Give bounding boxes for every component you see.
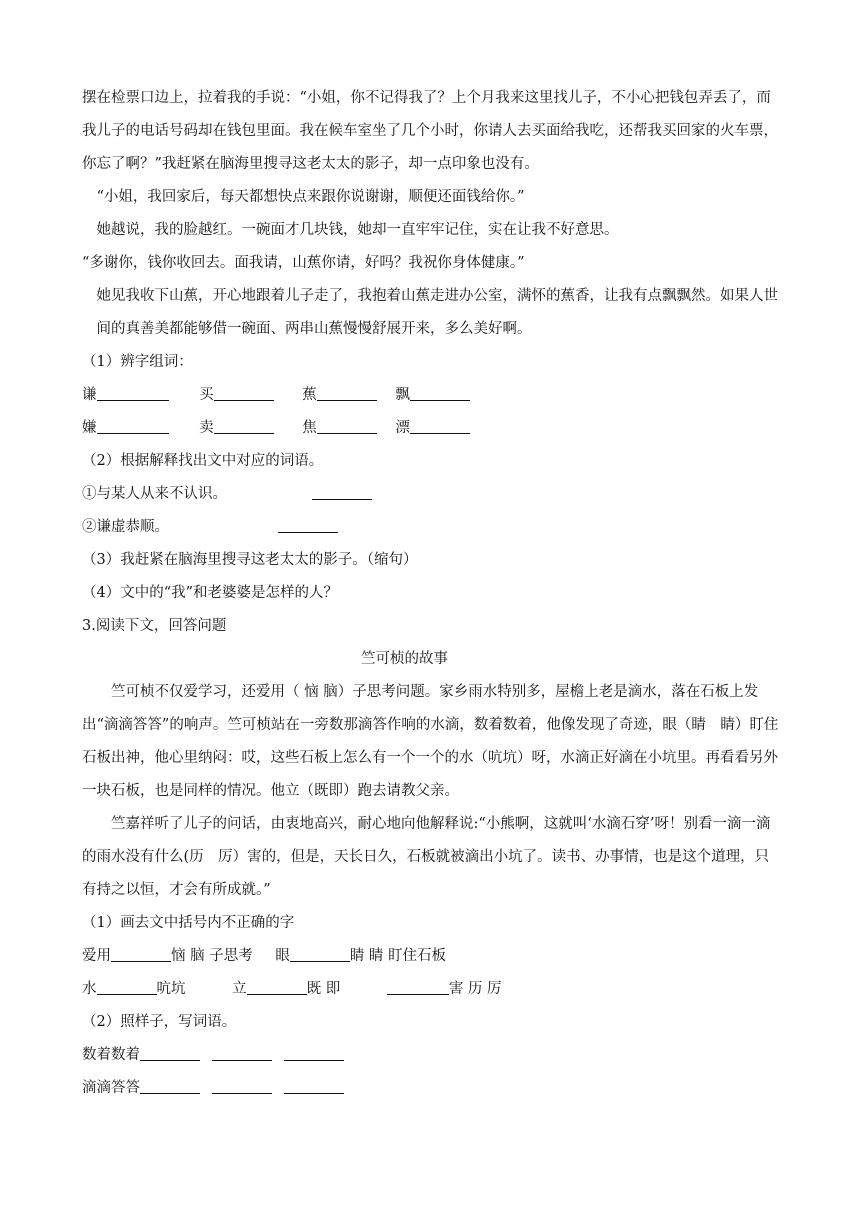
- answer-blank[interactable]: [290, 945, 350, 962]
- context-text: 既 即: [306, 981, 341, 997]
- context-text: 立: [232, 981, 247, 997]
- example-word: 数着数着: [82, 1047, 140, 1063]
- context-text: 恼 脑 子思考: [171, 948, 253, 964]
- document-page: [82, 82, 782, 1105]
- question-label: （1）辨字组词：: [82, 354, 193, 370]
- answer-blank[interactable]: [140, 1044, 200, 1061]
- example-word: 滴滴答答: [82, 1080, 140, 1096]
- answer-blank[interactable]: [317, 384, 377, 401]
- answer-blank[interactable]: [212, 1077, 272, 1094]
- context-text: 水: [82, 981, 97, 997]
- char-prompt: 买: [199, 387, 214, 403]
- char-prompt: 漂: [395, 420, 410, 436]
- answer-blank[interactable]: [97, 978, 157, 995]
- correction-row: [82, 973, 782, 1006]
- answer-blank[interactable]: [410, 417, 470, 434]
- passage-paragraph: 摆在检票口边上，拉着我的手说：“小姐，你不记得我了？上个月我来这里找儿子，不小心把钱包弄丢了，而我儿子的电话号码却在钱包里面。我在候车室坐了几个小时，你请人去买面给我吃，还帮我买回家的火车票，你忘了啊？”我赶紧在脑海里搜寻这老太太的影子，却一点印象也没有。: [82, 90, 778, 172]
- context-text: 睛 睛 盯住石板: [349, 948, 447, 964]
- answer-blank[interactable]: [410, 384, 470, 401]
- question-label: （3）我赶紧在脑海里搜寻这老太太的影子。（缩句）: [82, 552, 418, 568]
- word-pair-row: [82, 412, 782, 445]
- definition-row: [82, 511, 782, 544]
- char-prompt: 蕉: [302, 387, 317, 403]
- answer-blank[interactable]: [284, 1044, 344, 1061]
- answer-blank[interactable]: [97, 384, 169, 401]
- context-text: 爱用: [82, 948, 111, 964]
- answer-blank[interactable]: [247, 978, 307, 995]
- passage-paragraph: 竺嘉祥听了儿子的问话，由衷地高兴，耐心地向他解释说:“小熊啊，这就叫‘水滴石穿’呀！别看一滴一滴的雨水没有什么(历 厉）害的，但是，天长日久，石板就被滴出小坑了。读书、办事情，也是这个道理，只有持之以恒，才会有所成就。”: [82, 816, 771, 898]
- answer-blank[interactable]: [284, 1077, 344, 1094]
- section-heading: 3.阅读下文，回答问题: [82, 618, 227, 634]
- question-label: （4）文中的“我”和老婆婆是怎样的人？: [82, 585, 339, 601]
- context-text: 害 历 厉: [448, 981, 502, 997]
- passage-paragraph: 她见我收下山蕉，开心地跟着儿子走了，我抱着山蕉走进办公室，满怀的蕉香，让我有点飘飘然。如果人世间的真善美都能够借一碗面、两串山蕉慢慢舒展开来，多么美好啊。: [96, 288, 778, 337]
- char-prompt: 谦: [82, 387, 97, 403]
- word-pair-row: [82, 379, 782, 412]
- passage-paragraph: “多谢你，钱你收回去。面我请，山蕉你请，好吗？我祝你身体健康。”: [82, 255, 525, 271]
- definition-text: ②谦虚恭顺。: [82, 519, 169, 535]
- answer-blank[interactable]: [97, 417, 169, 434]
- answer-blank[interactable]: [111, 945, 171, 962]
- context-text: 眼: [275, 948, 290, 964]
- word-pattern-row: [82, 1072, 782, 1105]
- answer-blank[interactable]: [317, 417, 377, 434]
- char-prompt: 卖: [199, 420, 214, 436]
- passage-paragraph: 她越说，我的脸越红。一碗面才几块钱，她却一直牢牢记住，实在让我不好意思。: [96, 222, 619, 238]
- definition-row: [82, 478, 782, 511]
- char-prompt: 嫌: [82, 420, 97, 436]
- answer-blank[interactable]: [387, 978, 449, 995]
- char-prompt: 飘: [395, 387, 410, 403]
- question-label: （2）照样子，写词语。: [82, 1014, 237, 1030]
- char-prompt: 焦: [302, 420, 317, 436]
- question-label: （2）根据解释找出文中对应的词语。: [82, 453, 324, 469]
- answer-blank[interactable]: [212, 1044, 272, 1061]
- question-label: （1）画去文中括号内不正确的字: [82, 915, 295, 931]
- answer-blank[interactable]: [214, 417, 274, 434]
- passage-title: 竺可桢的故事: [361, 651, 448, 667]
- answer-blank[interactable]: [140, 1077, 200, 1094]
- answer-blank[interactable]: [214, 384, 274, 401]
- context-text: 吭坑: [156, 981, 186, 997]
- answer-blank[interactable]: [278, 516, 338, 533]
- definition-text: ①与某人从来不认识。: [82, 486, 227, 502]
- correction-row: [82, 940, 782, 973]
- word-pattern-row: [82, 1039, 782, 1072]
- passage-paragraph: “小姐，我回家后，每天都想快点来跟你说谢谢，顺便还面钱给你。”: [96, 189, 525, 205]
- passage-paragraph: 竺可桢不仅爱学习，还爱用（ 恼 脑）子思考问题。家乡雨水特别多，屋檐上老是滴水，落在石板上发出“滴滴答答”的响声。竺可桢站在一旁数那滴答作响的水滴，数着数着，他像发现了奇迹，眼（睛 睛）盯住石板出神，他心里纳闷：哎，这些石板上怎么有一个一个的水（吭坑）呀，水滴正好滴在小坑里。再看看另外一块石板，也是同样的情况。他立（既即）跑去请教父亲。: [82, 684, 779, 799]
- answer-blank[interactable]: [312, 483, 372, 500]
